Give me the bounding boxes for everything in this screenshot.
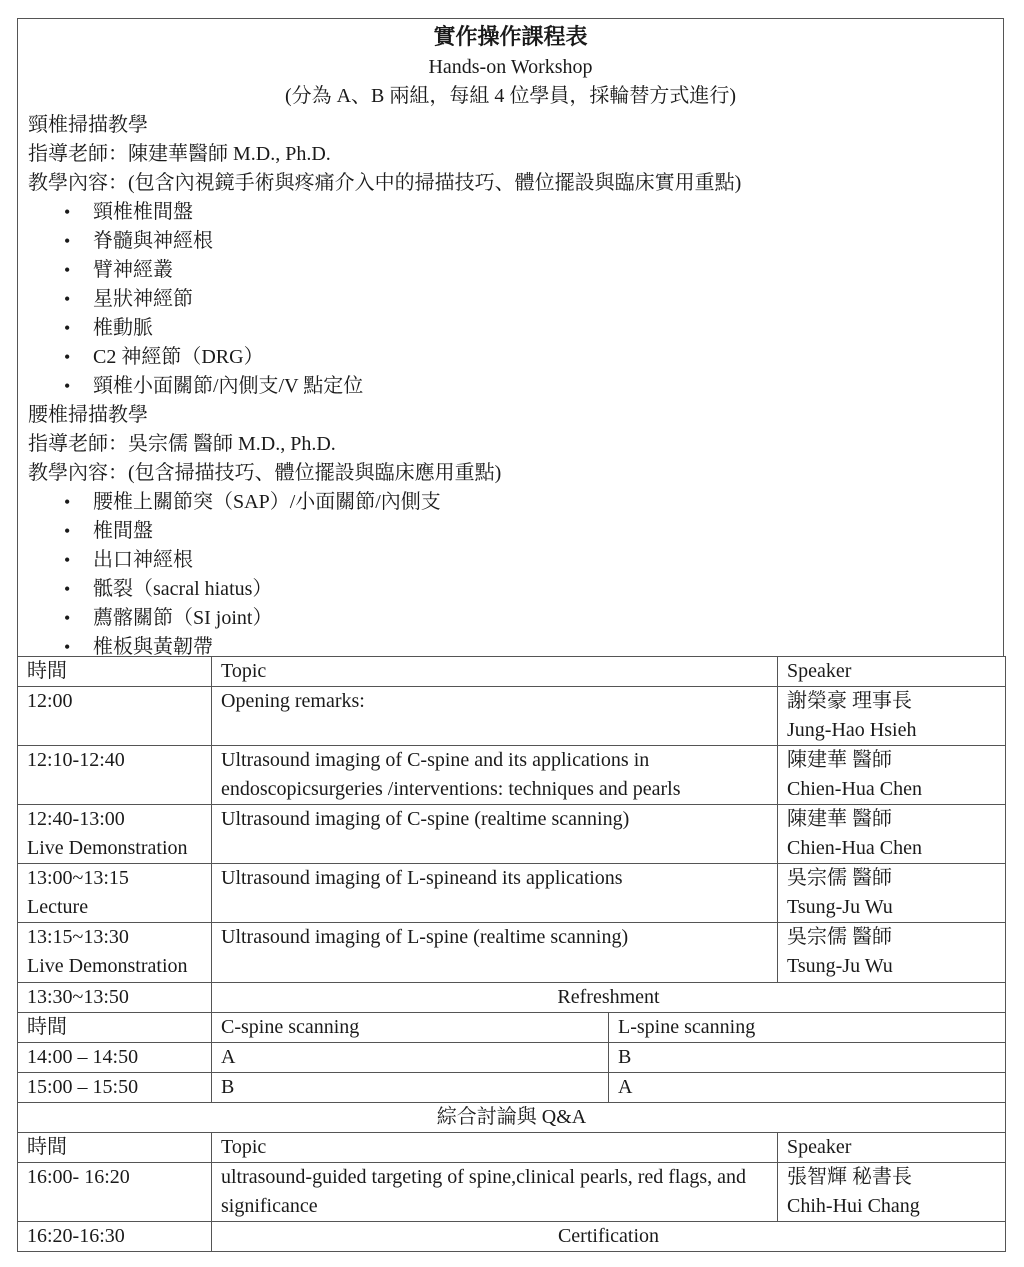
speaker-zh: 陳建華 醫師 [787,808,893,830]
table-row [18,746,1006,805]
time: 12:40-13:00 [27,808,125,830]
time: 13:30~13:50 [18,983,212,1013]
time-header: 時間 [18,1013,212,1043]
course-intro [17,18,1004,656]
table-row [18,1163,1006,1222]
table-header-row [18,657,1006,687]
cspine-heading: 頸椎掃描教學 [28,114,148,136]
list-item: • 椎動脈 [18,314,1003,343]
speaker-en: Chih-Hui Chang [787,1195,920,1217]
speaker-zh: 謝榮豪 理事長 [787,690,913,712]
list-item: • 腰椎上關節突（SAP）/小面關節/內側支 [18,488,1003,517]
discussion-row [18,1103,1006,1133]
time-header: 時間 [18,1133,212,1163]
list-item: • 椎板與黃韌帶 [18,633,1003,662]
table-row [18,923,1006,983]
table-row [18,1043,1006,1073]
list-item: • 脊髓與神經根 [18,227,1003,256]
page-title: 實作操作課程表 [433,24,588,49]
table-row [18,687,1006,746]
speaker-zh: 吳宗儒 醫師 [787,867,893,889]
session-type: Live Demonstration [27,837,188,859]
discussion-label: 綜合討論與 Q&A [18,1103,1006,1133]
cspine-header: C-spine scanning [212,1013,609,1043]
table-row [18,1073,1006,1103]
list-item: • 臂神經叢 [18,256,1003,285]
speaker-en: Tsung-Ju Wu [787,955,893,977]
topic: ultrasound-guided targeting of spine,clinical pearls, red flags, and significance [212,1163,778,1222]
time: 13:15~13:30 [27,926,129,948]
topic: Ultrasound imaging of C-spine (realtime scanning) [212,805,778,864]
list-item: • 骶裂（sacral hiatus） [18,575,1003,604]
list-item: • 星狀神經節 [18,285,1003,314]
certification-label: Certification [212,1222,1006,1252]
table-row [18,805,1006,864]
speaker-zh: 張智輝 秘書長 [787,1166,913,1188]
time: 16:20-16:30 [18,1222,212,1252]
lspine-group: B [609,1043,1006,1073]
list-item: • 頸椎椎間盤 [18,198,1003,227]
speaker-header: Speaker [778,657,1006,687]
rotation-header-row [18,1013,1006,1043]
lspine-list [18,488,1003,662]
speaker-zh: 吳宗儒 醫師 [787,926,893,948]
topic-header: Topic [212,1133,778,1163]
list-item: • 頸椎小面關節/內側支/V 點定位 [18,372,1003,401]
time: 13:00~13:15 [27,867,129,889]
group-note: (分為 A、B 兩組，每組 4 位學員，採輪替方式進行) [284,85,737,107]
list-item: • 出口神經根 [18,546,1003,575]
time-header: 時間 [18,657,212,687]
certification-row [18,1222,1006,1252]
lspine-header: L-spine scanning [609,1013,1006,1043]
time: 16:00- 16:20 [18,1163,212,1222]
topic: Ultrasound imaging of L-spineand its applications [212,864,778,923]
speaker-en: Tsung-Ju Wu [787,896,893,918]
cspine-content: 教學內容：(包含內視鏡手術與疼痛介入中的掃描技巧、體位擺設與臨床實用重點) [28,172,742,194]
cspine-list [18,198,1003,401]
list-item: • C2 神經節（DRG） [18,343,1003,372]
list-item: • 薦髂關節（SI joint） [18,604,1003,633]
time: 12:00 [27,690,73,712]
speaker-en: Chien-Hua Chen [787,778,922,800]
speaker-en: Jung-Hao Hsieh [787,719,917,741]
lspine-heading: 腰椎掃描教學 [28,404,148,426]
schedule-table [17,656,1006,1252]
lspine-content: 教學內容：(包含掃描技巧、體位擺設與臨床應用重點) [28,462,502,484]
speaker-en: Chien-Hua Chen [787,837,922,859]
time: 12:10-12:40 [27,749,125,771]
topic-header: Topic [212,657,778,687]
refreshment-label: Refreshment [212,983,1006,1013]
cspine-group: B [212,1073,609,1103]
lspine-group: A [609,1073,1006,1103]
table-header-row [18,1133,1006,1163]
cspine-group: A [212,1043,609,1073]
cspine-instructor: 指導老師：陳建華醫師 M.D., Ph.D. [28,143,331,165]
session-type: Lecture [27,896,89,918]
time: 14:00 – 14:50 [18,1043,212,1073]
topic: Ultrasound imaging of L-spine (realtime scanning) [212,923,778,983]
speaker-zh: 陳建華 醫師 [787,749,893,771]
session-type: Live Demonstration [27,955,188,977]
refreshment-row [18,983,1006,1013]
list-item: • 椎間盤 [18,517,1003,546]
topic: Ultrasound imaging of C-spine and its applications in endoscopicsurgeries /interventions: techniques and pearls [212,746,778,805]
time: 15:00 – 15:50 [18,1073,212,1103]
lspine-instructor: 指導老師：吳宗儒 醫師 M.D., Ph.D. [28,433,336,455]
speaker-header: Speaker [778,1133,1006,1163]
table-row [18,864,1006,923]
page-subtitle: Hands-on Workshop [428,56,593,78]
topic: Opening remarks: [212,687,778,746]
